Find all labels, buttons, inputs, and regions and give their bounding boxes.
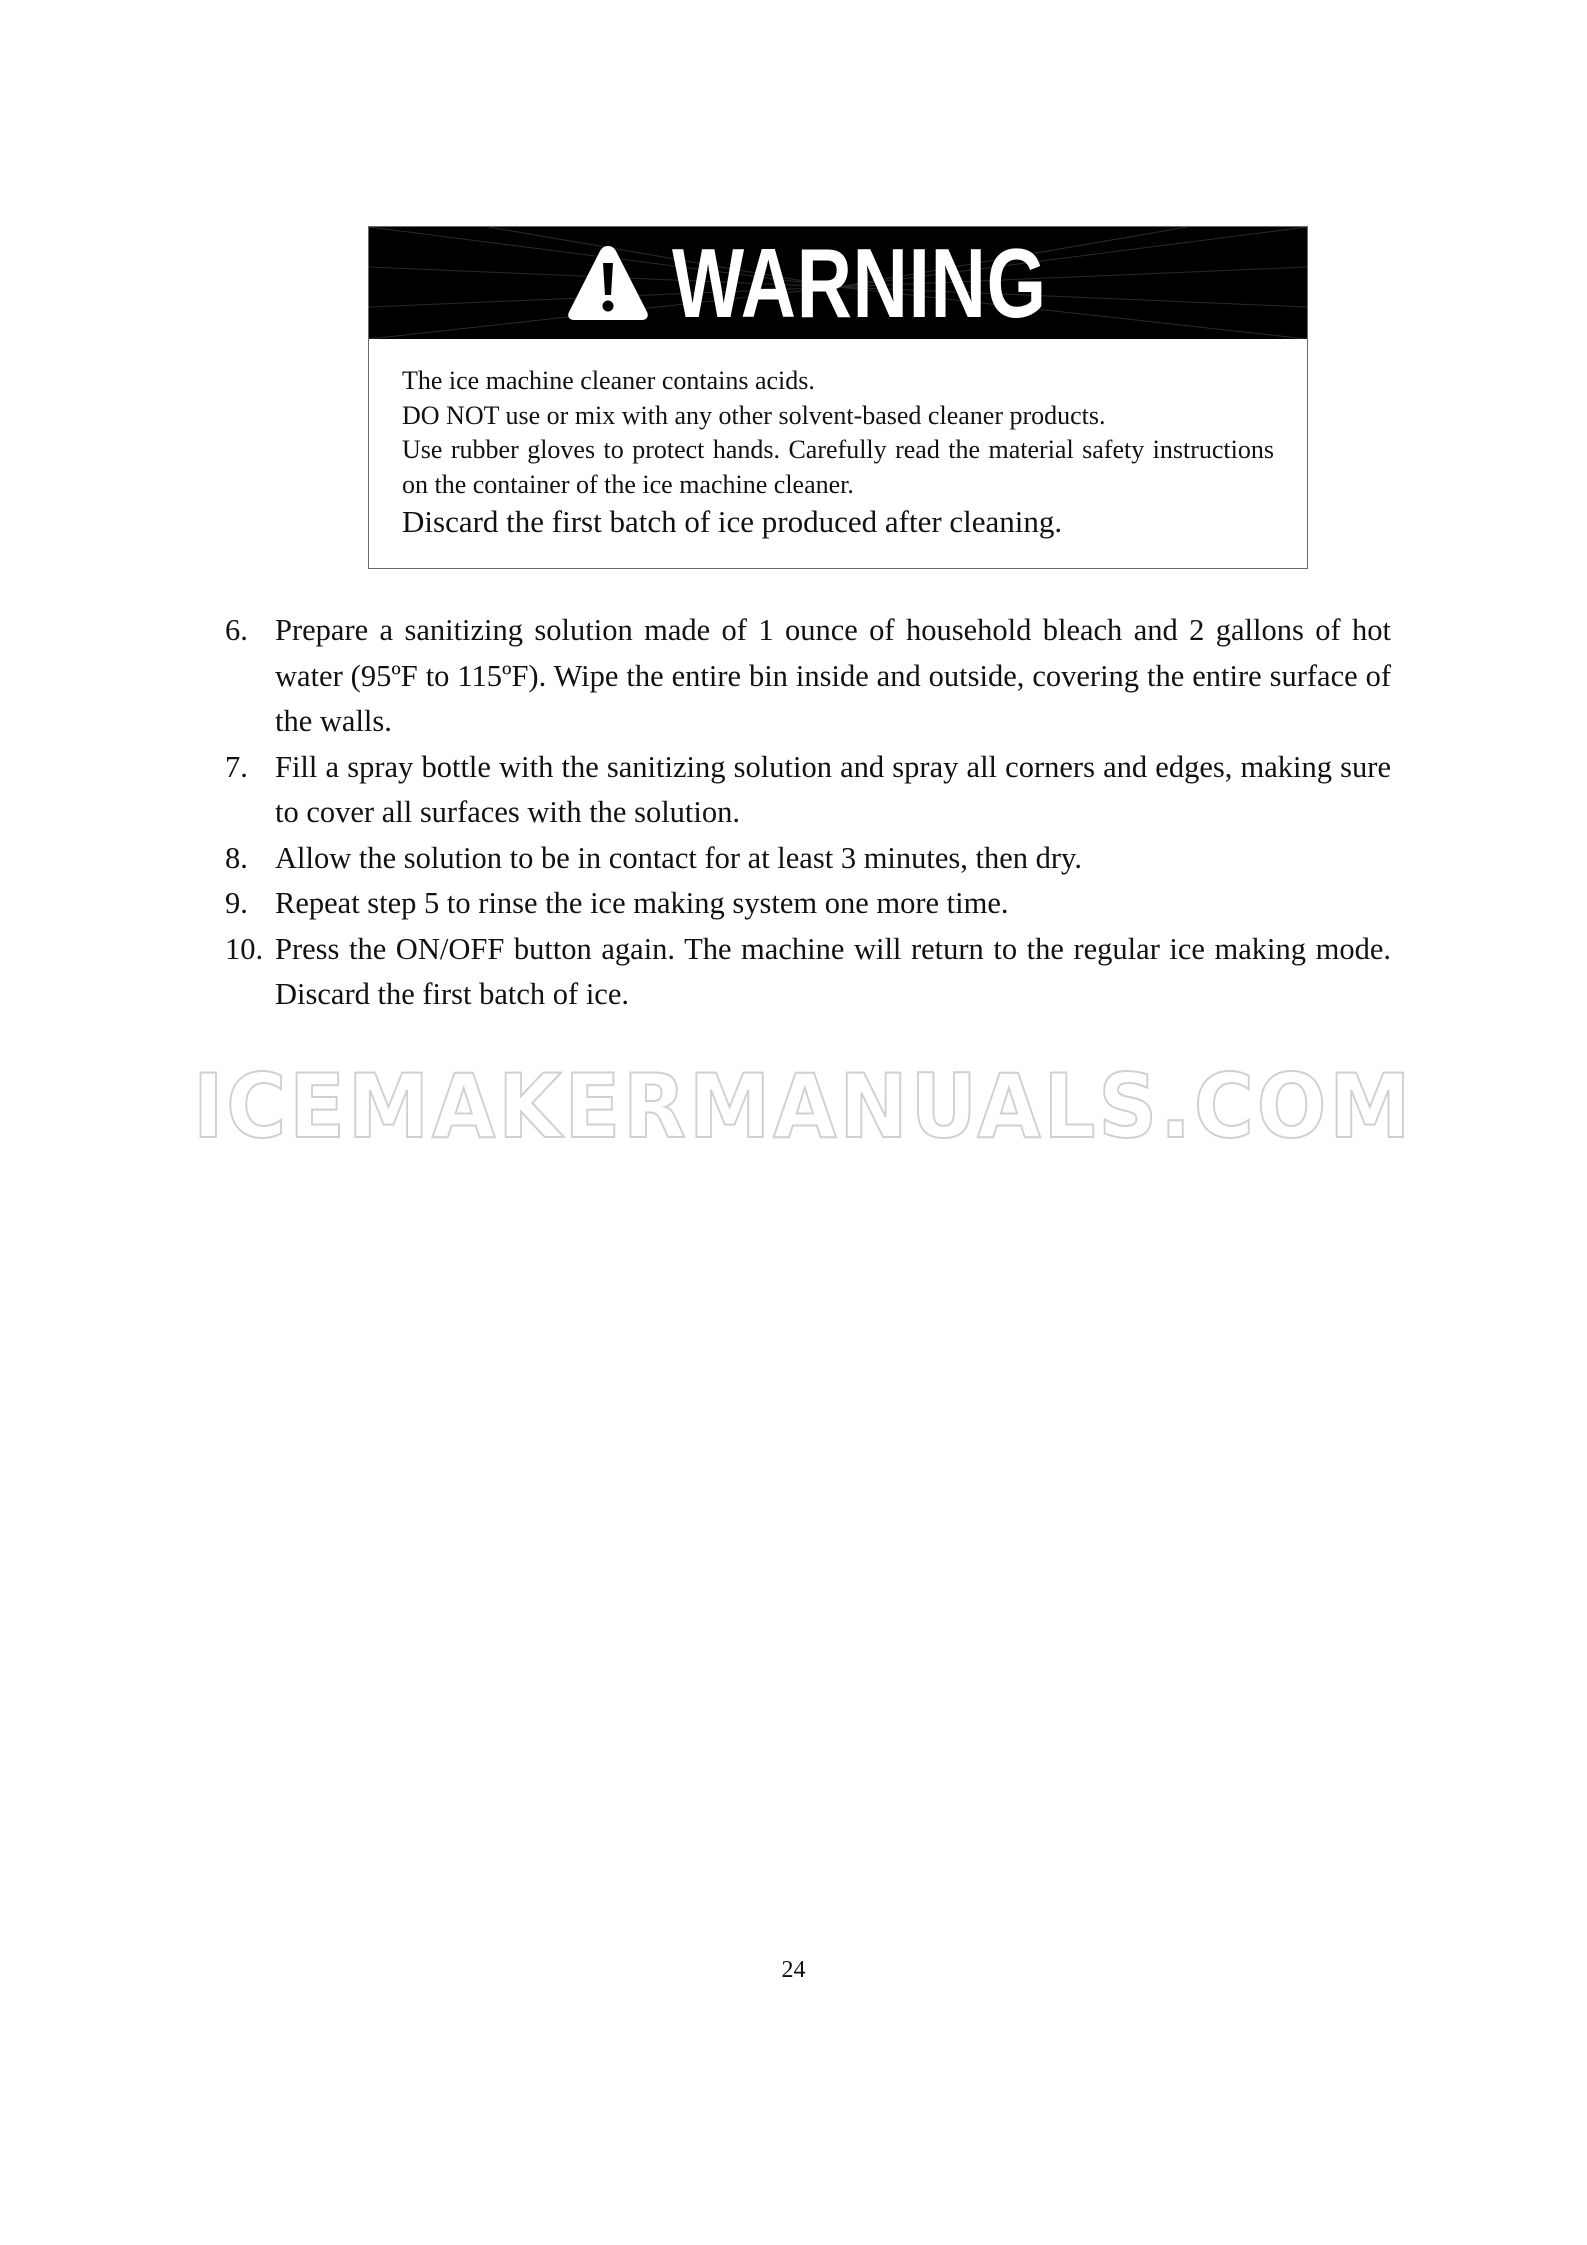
- warning-line-acids: The ice machine cleaner contains acids.: [402, 366, 815, 395]
- step-text: Allow the solution to be in contact for at least 3 minutes, then dry.: [275, 840, 1082, 875]
- step-text: Press the ON/OFF button again. The machine will return to the regular ice making mode. Discard the first batch of ice.: [275, 931, 1391, 1011]
- step-text: Repeat step 5 to rinse the ice making system one more time.: [275, 886, 1009, 920]
- warning-header: [369, 227, 1307, 339]
- watermark: ICEMAKERMANUALS.COM: [193, 1055, 1414, 1158]
- warning-line-gloves: Use rubber gloves to protect hands. Carefully read the material safety instructions on the container of the ice machine cleaner.: [402, 435, 1274, 499]
- warning-box: [368, 226, 1308, 569]
- step-7: [225, 745, 1391, 836]
- step-number: 7.: [225, 749, 248, 784]
- warning-line-do-not-mix: DO NOT use or mix with any other solvent-based cleaner products.: [402, 400, 1106, 430]
- step-10: [225, 927, 1391, 1018]
- step-9: [225, 881, 1391, 927]
- step-text: Prepare a sanitizing solution made of 1 ounce of household bleach and 2 gallons of hot water (95ºF to 115ºF). Wipe the entire bin inside and outside, covering the entire surface of the walls.: [275, 613, 1391, 738]
- exclamation-triangle-icon: [566, 243, 650, 323]
- step-number: 6.: [225, 613, 248, 647]
- warning-title: WARNING: [672, 228, 1047, 338]
- step-6: [225, 608, 1391, 745]
- step-number: 8.: [225, 840, 248, 875]
- step-8: [225, 836, 1391, 882]
- warning-body: [402, 364, 1274, 542]
- step-number: 10.: [225, 931, 264, 966]
- step-number: 9.: [225, 886, 248, 920]
- warning-line-discard: Discard the first batch of ice produced after cleaning.: [402, 504, 1063, 539]
- cleaning-steps-list: [225, 608, 1391, 1018]
- page-number: 24: [781, 1957, 806, 1983]
- step-text: Fill a spray bottle with the sanitizing solution and spray all corners and edges, making sure to cover all surfaces with the solution.: [275, 749, 1391, 829]
